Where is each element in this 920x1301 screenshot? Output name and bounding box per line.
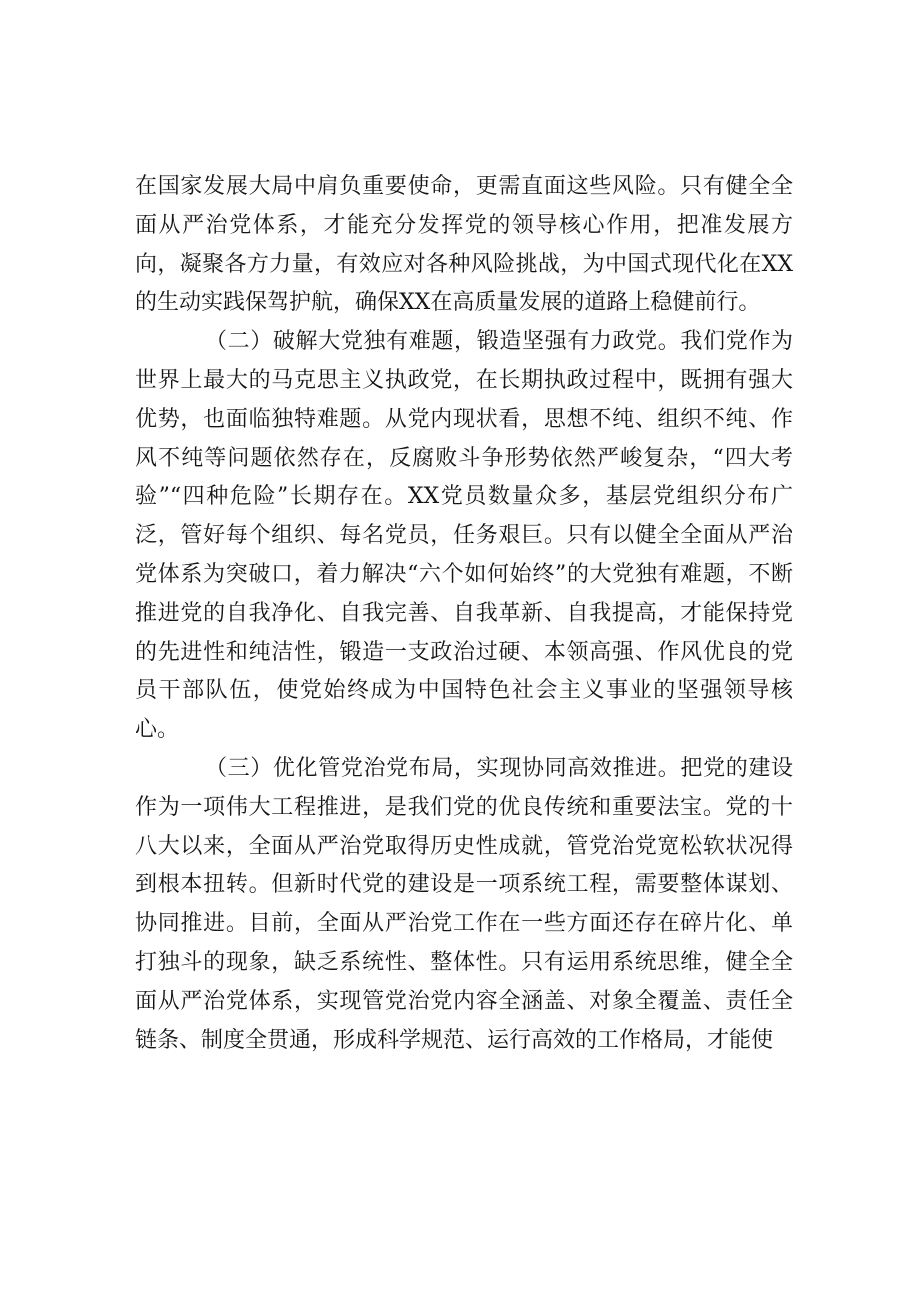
document-body bbox=[135, 168, 793, 1060]
paragraph-section-three: （三）优化管党治党布局，实现协同高效推进。把党的建设作为一项伟大工程推进，是我们党的优良传统和重要法宝。党的十八大以来，全面从严治党取得历史性成就，管党治党宽松软状况得到根本扭转。但新时代党的建设是一项系统工程，需要整体谋划、协同推进。目前，全面从严治党工作在一些方面还存在碎片化、单打独斗的现象，缺乏系统性、整体性。只有运用系统思维，健全全面从严治党体系，实现管党治党内容全涵盖、对象全覆盖、责任全链条、制度全贯通，形成科学规范、运行高效的工作格局，才能使 bbox=[135, 755, 793, 1053]
paragraph-continuation: 在国家发展大局中肩负重要使命，更需直面这些风险。只有健全全面从严治党体系，才能充分发挥党的领导核心作用，把准发展方向，凝聚各方力量，有效应对各种风险挑战，为中国式现代化在XX的生动实践保驾护航，确保XX在高质量发展的道路上稳健前行。 bbox=[135, 174, 793, 316]
paragraph-section-two: （二）破解大党独有难题，锻造坚强有力政党。我们党作为世界上最大的马克思主义执政党，在长期执政过程中，既拥有强大优势，也面临独特难题。从党内现状看，思想不纯、组织不纯、作风不纯等问题依然存在，反腐败斗争形势依然严峻复杂，“四大考验”“四种危险”长期存在。XX党员数量众多，基层党组织分布广泛，管好每个组织、每名党员，任务艰巨。只有以健全全面从严治党体系为突破口，着力解决“六个如何始终”的大党独有难题，不断推进党的自我净化、自我完善、自我革新、自我提高，才能保持党的先进性和纯洁性，锻造一支政治过硬、本领高强、作风优良的党员干部队伍，使党始终成为中国特色社会主义事业的坚强领导核心。 bbox=[135, 329, 793, 743]
